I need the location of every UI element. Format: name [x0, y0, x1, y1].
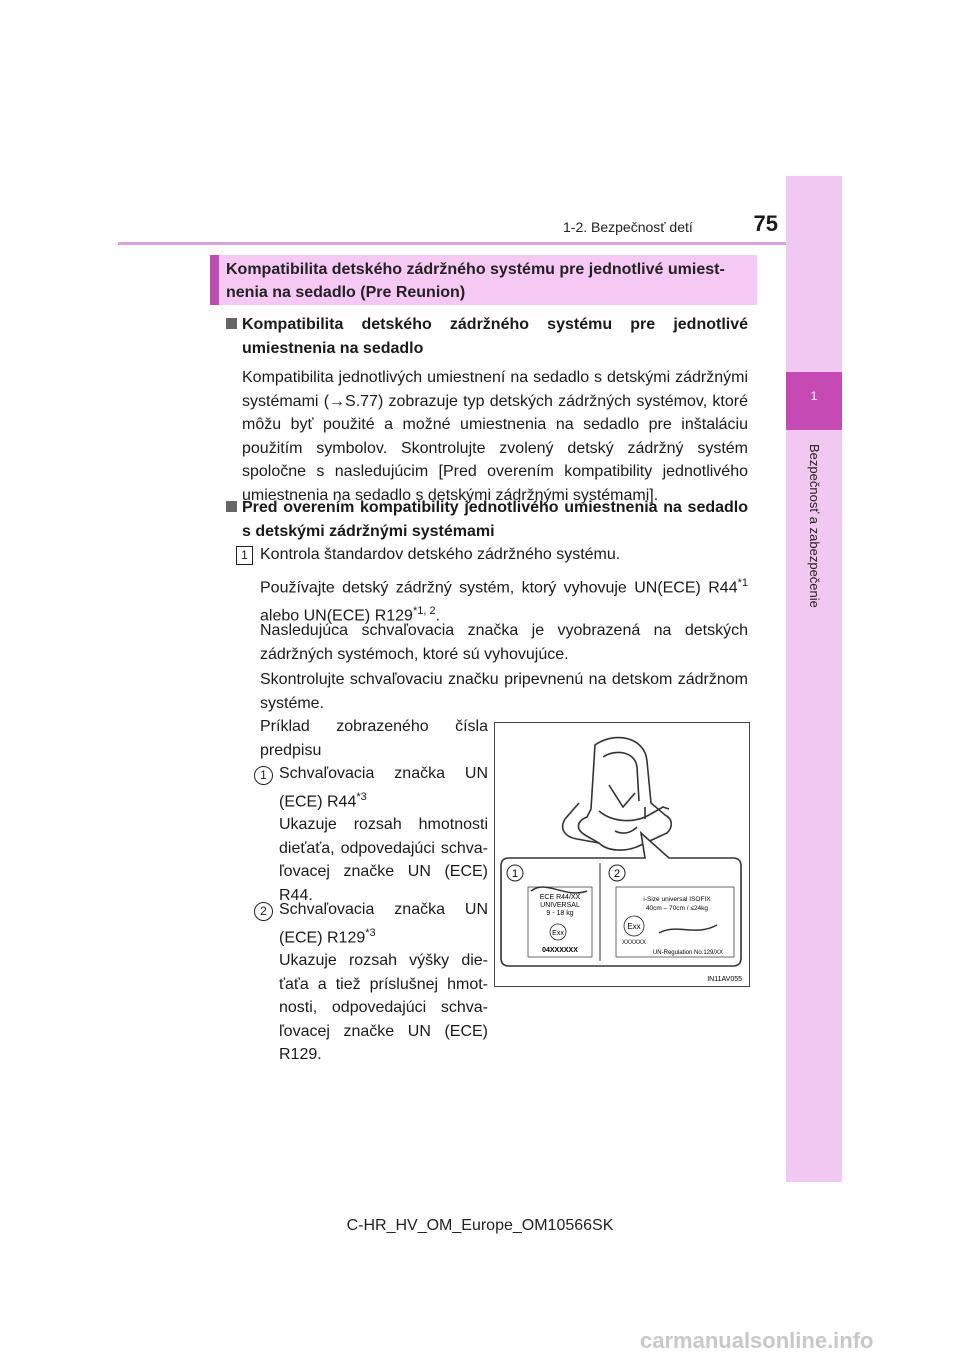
watermark: carmanualsonline.info: [640, 1328, 874, 1353]
label2-line1: i-Size universal ISOFIX: [643, 896, 711, 903]
chapter-side-tab: [786, 176, 842, 1182]
footnote-ref: *3: [365, 926, 376, 939]
chapter-title: Bezpečnosť a zabezpečenie: [807, 444, 822, 608]
figure-callout-2: 2: [613, 868, 621, 880]
item-number-circle: 2: [254, 902, 273, 921]
approval-mark-paragraph: Nasledujúca schvaľovacia značka je vyobrazená na detských zádržných systémoch, ktoré sú vyhovujúce.: [260, 622, 748, 663]
child-seat-illustration: [563, 738, 672, 851]
footnote-ref: *3: [356, 790, 367, 803]
item-description: Ukazuje rozsah výšky dieťaťa a tiež príslušnej hmotnosti, odpovedajúci schvaľovacej značke UN (ECE) R129.: [279, 952, 488, 1064]
step-text: Kontrola štandardov detského zádržného systému.: [260, 546, 621, 563]
standards-text-c: .: [435, 607, 441, 625]
item-description: Ukazuje rozsah hmotnosti dieťaťa, odpovedajúci schvaľovacej značke UN (ECE) R44.: [279, 816, 488, 904]
footer-doc-id: C-HR_HV_OM_Europe_OM10566SK: [346, 1217, 614, 1234]
label1-line3: 9 - 18 kg: [546, 910, 574, 917]
footnote-ref: *1, 2: [412, 604, 436, 617]
label1-line2: UNIVERSAL: [540, 902, 580, 909]
item-1: [279, 762, 488, 907]
bullet-square-icon: [226, 501, 237, 512]
section-heading-2: [226, 496, 748, 543]
section-label: 1-2. Bezpečnosť detí: [563, 219, 693, 235]
page-title: Kompatibilita detského zádržného systému pre jednotlivé umiestnenia na sedadlo (Pre Reunion): [226, 261, 725, 301]
item-2: [279, 898, 488, 1067]
chapter-number: 1: [810, 389, 818, 403]
page-number: 75: [753, 211, 778, 236]
standards-text-b: alebo UN(ECE) R129: [260, 607, 413, 625]
section-body-1: Kompatibilita jednotlivých umiestnení na sedadlo s detskými zádržnými systémami (→S.77) zobrazuje typ detských zádržných systémov, ktoré môžu byť použité a možné umiestnenia na sedadlo pre inštaláciu použitím symbolov. Skontrolujte zvolený detský zádržný systém spoločne s nasledujúcim [Pred overením kompatibility jednotlivého umiestnenia na sedadlo s detskými zádržnými systémami].: [242, 369, 748, 504]
standards-text-a: Používajte detský zádržný systém, ktorý vyhovuje UN(ECE) R44: [260, 579, 738, 597]
section-heading-text: Pred overením kompatibility jednotlivého umiestnenia na sedadlo s detskými zádržnými systémami: [242, 499, 748, 540]
label1-code: 04XXXXXX: [542, 947, 578, 954]
label1-e-mark: Exx: [552, 930, 564, 937]
label2-code: XXXXXX: [621, 940, 647, 946]
figure-callout-1: 1: [511, 868, 519, 880]
label2-e-mark: Exx: [627, 922, 641, 931]
figure-code: IN11AV055: [707, 976, 742, 983]
item-label: Schvaľovacia značka UN (ECE) R44: [279, 765, 488, 810]
header-rule: [118, 242, 786, 245]
approval-label-figure: [494, 722, 750, 987]
label2-line2: 40cm – 70cm / ≤24kg: [645, 905, 709, 912]
step-number-box: 1: [236, 546, 253, 565]
bullet-square-icon: [226, 318, 237, 329]
item-number-circle: 1: [254, 766, 273, 785]
section-heading-text: Kompatibilita detského zádržného systému pre jednotlivé umiestnenia na sedadlo: [242, 316, 748, 357]
figure-illustration: [495, 723, 749, 986]
label1-line1: ECE R44/XX: [539, 894, 581, 901]
section-heading-1: [226, 313, 748, 360]
check-mark-paragraph: Skontrolujte schvaľovaciu značku pripevnenú na detskom zádržnom systéme.: [260, 671, 748, 712]
example-label: Príklad zobrazeného čísla predpisu: [260, 718, 488, 759]
footnote-ref: *1: [737, 577, 748, 589]
item-label: Schvaľovacia značka UN (ECE) R129: [279, 901, 488, 946]
label2-regulation: UN-Regulation No.129/XX: [652, 950, 724, 956]
